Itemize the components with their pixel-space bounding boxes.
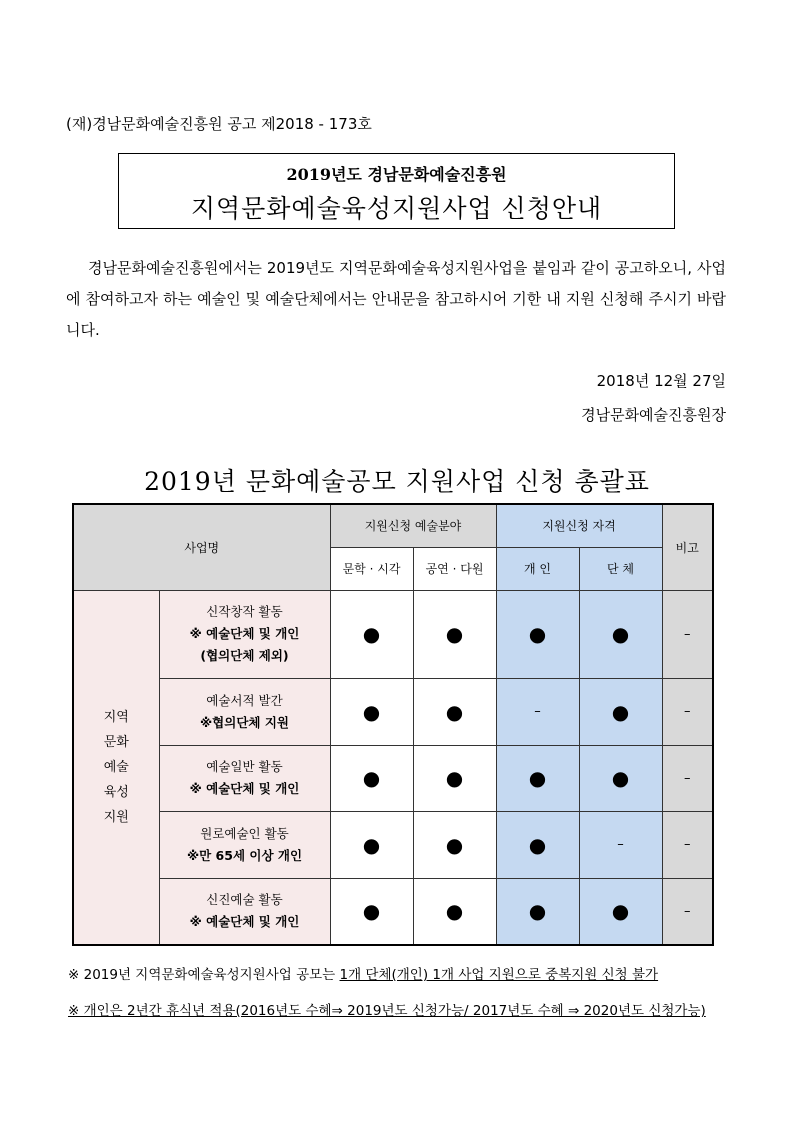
cell-literature: ● xyxy=(330,590,413,678)
cell-literature: ● xyxy=(330,745,413,811)
summary-table xyxy=(72,503,714,946)
title-line-1: 2019년도 경남문화예술진흥원 xyxy=(286,165,507,184)
table-row xyxy=(73,811,713,878)
cell-remarks: – xyxy=(662,811,713,878)
table-row xyxy=(73,590,713,678)
cell-group: ● xyxy=(579,590,662,678)
header-field-performance: 공연 · 다원 xyxy=(413,547,496,590)
project-note: ※만 65세 이상 개인 xyxy=(186,847,303,863)
table-title: 2019년 문화예술공모 지원사업 신청 총괄표 xyxy=(144,467,650,496)
title-line-2: 지역문화예술육성지원사업 신청안내 xyxy=(190,194,603,223)
cell-performance: ● xyxy=(413,745,496,811)
notice-date: 2018년 12월 27일 xyxy=(596,372,726,390)
cell-group: ● xyxy=(579,745,662,811)
cell-performance: ● xyxy=(413,678,496,745)
cell-performance: ● xyxy=(413,590,496,678)
project-name: 원로예술인 활동 xyxy=(200,825,289,841)
project-name: 예술일반 활동 xyxy=(206,759,283,774)
category-label: 지역 문화 예술 육성 지원 xyxy=(103,709,129,825)
cell-group: – xyxy=(579,811,662,878)
intro-paragraph: 경남문화예술진흥원에서는 2019년도 지역문화예술육성지원사업을 붙임과 같이 공고하오니, 사업에 참여하고자 하는 예술인 및 예술단체에서는 안내문을 참고하시어 기한 내 지원 신청해 주시기 바랍니다. xyxy=(66,259,726,339)
header-remarks: 비고 xyxy=(662,504,713,590)
project-name-cell xyxy=(159,811,330,878)
cell-individual: ● xyxy=(496,811,579,878)
project-name-cell xyxy=(159,745,330,811)
project-name-cell xyxy=(159,590,330,678)
project-note: (협의단체 제외) xyxy=(200,648,289,663)
cell-remarks: – xyxy=(662,590,713,678)
cell-group: ● xyxy=(579,878,662,945)
table-row xyxy=(73,745,713,811)
project-note: ※ 예술단체 및 개인 xyxy=(189,781,300,796)
header-field: 지원신청 예술분야 xyxy=(330,504,496,547)
header-eligibility: 지원신청 자격 xyxy=(496,504,662,547)
project-note: ※ 예술단체 및 개인 xyxy=(189,914,300,930)
note-duplicate-restriction xyxy=(68,963,658,983)
project-note: ※ 예술단체 및 개인 xyxy=(189,626,300,641)
cell-performance: ● xyxy=(413,811,496,878)
cell-individual: ● xyxy=(496,745,579,811)
note-underlined: 1개 단체(개인) 1개 사업 지원으로 중복지원 신청 불가 xyxy=(339,967,659,983)
notice-number: (재)경남문화예술진흥원 공고 제2018 - 173호 xyxy=(66,115,372,133)
cell-remarks: – xyxy=(662,878,713,945)
header-project: 사업명 xyxy=(73,504,330,590)
note-rest-year: ※ 개인은 2년간 휴식년 적용(2016년도 수혜⇒ 2019년도 신청가능/ 2017년도 수혜 ⇒ 2020년도 신청가능) xyxy=(68,1003,706,1019)
project-name: 신작창작 활동 xyxy=(206,604,283,619)
cell-individual: – xyxy=(496,678,579,745)
table-row xyxy=(73,678,713,745)
note-prefix: ※ 2019년 지역문화예술육성지원사업 공모는 xyxy=(68,967,340,983)
cell-individual: ● xyxy=(496,878,579,945)
header-group: 단 체 xyxy=(579,547,662,590)
cell-literature: ● xyxy=(330,811,413,878)
project-name: 신진예술 활동 xyxy=(206,892,283,908)
header-individual: 개 인 xyxy=(496,547,579,590)
cell-remarks: – xyxy=(662,678,713,745)
title-box xyxy=(118,153,675,229)
project-name: 예술서적 발간 xyxy=(206,692,283,708)
cell-group: ● xyxy=(579,678,662,745)
cell-performance: ● xyxy=(413,878,496,945)
signer: 경남문화예술진흥원장 xyxy=(581,406,726,424)
project-name-cell xyxy=(159,878,330,945)
table-row xyxy=(73,878,713,945)
header-field-literature: 문학 · 시각 xyxy=(330,547,413,590)
cell-individual: ● xyxy=(496,590,579,678)
cell-literature: ● xyxy=(330,878,413,945)
project-name-cell xyxy=(159,678,330,745)
project-note: ※협의단체 지원 xyxy=(200,714,289,730)
cell-literature: ● xyxy=(330,678,413,745)
cell-remarks: – xyxy=(662,745,713,811)
category-cell xyxy=(73,590,159,945)
